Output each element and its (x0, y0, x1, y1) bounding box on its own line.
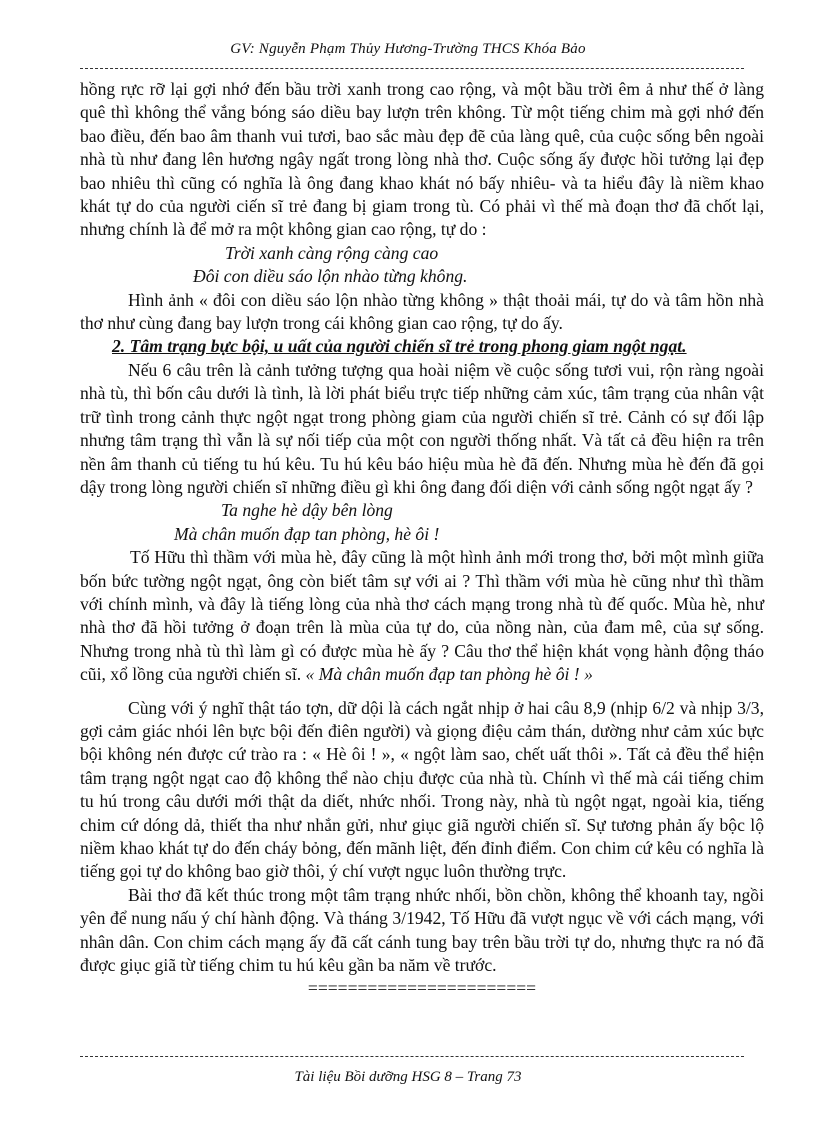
inline-quote: « Mà chân muốn đạp tan phòng hè ôi ! » (305, 664, 593, 685)
verse-line: Ta nghe hè dậy bên lòng (221, 500, 393, 521)
footer-rule (80, 1056, 744, 1057)
paragraph: Cùng với ý nghĩ thật táo tợn, dữ dội là cách ngắt nhịp ở hai câu 8,9 (nhịp 6/2 và nhịp 3/3, gợi cảm giác nhói lên bực bội đến điên người) và giọng điệu cảm thán, dường như cảm xúc bực bội không nén được cứ trào ra : « Hè ôi ! », « ngột làm sao, chết uất thôi ». Tất cả đều thể hiện tâm trạng ngột ngạt cao độ không thể nào chịu được của nhà tù. Chính vì thế mà cái tiếng chim tu hú trong câu dưới mới thật da diết, nhức nhối. Trong này, nhà tù ngột ngạt, ngoài kia, tiếng chim cứ dóng dả, thiết tha như nhắn gửi, như giục giã người chiến sĩ. Sự tương phản ấy bộc lộ niềm khao khát tự do đến cháy bỏng, đến mãnh liệt, đến đỉnh điểm. Con chim cứ kêu có nghĩa là tiếng gọi tự do không bao giờ thôi, ý chí vượt ngục luôn thường trực. (80, 697, 764, 882)
paragraph (80, 546, 764, 686)
page-footer: Tài liệu Bồi dưỡng HSG 8 – Trang 73 (294, 1069, 522, 1085)
verse-line: Đôi con diều sáo lộn nhào từng không. (193, 266, 468, 287)
separator: ======================= (307, 978, 537, 999)
header-rule (80, 68, 744, 69)
document-body (80, 78, 764, 1001)
verse-line: Trời xanh càng rộng càng cao (225, 242, 439, 263)
section-heading: 2. Tâm trạng bực bội, u uất của người chiến sĩ trẻ trong phong giam ngột ngạt. (112, 336, 687, 357)
paragraph: hồng rực rỡ lại gợi nhớ đến bầu trời xanh trong cao rộng, và một bầu trời êm ả như thế ở làng quê thì không thể vắng bóng sáo diều bay lượn trên không. Từ một tiếng chim mà gợi nhớ đến bao điều, đến bao âm thanh vui tươi, bao sắc màu đẹp đẽ của làng quê, của cuộc sống bên ngoài nhà tù như đang lên hương ngây ngất trong lòng nhà thơ. Cuộc sống ấy được hồi tưởng lại đẹp bao nhiêu thì cũng có nghĩa là ông đang khao khát nó bấy nhiêu- và ta hiểu đây là niềm khao khát tự do của người ciến sĩ trẻ đang bị giam trong tù. Có phải vì thế mà đoạn thơ đã chốt lại, nhưng chính là để mở ra một không gian cao rộng, tự do : (80, 79, 764, 240)
paragraph: Nếu 6 câu trên là cảnh tưởng tượng qua hoài niệm về cuộc sống tươi vui, rộn ràng ngoài nhà tù, thì bốn câu dưới là tình, là lời phát biểu trực tiếp những cảm xúc, tâm trạng của nhân vật trữ tình trong cảnh thực ngột ngạt trong phòng giam của người chiến sĩ trẻ. Cảnh có sự đối lập nhưng tâm trạng thì vẫn là sự nối tiếp của một con người thống nhất. Và tất cả đều hiện ra trên nền âm thanh củ tiếng tu hú kêu. Tu hú kêu báo hiệu mùa hè đã đến. Nhưng mùa hè đến đã gọi dậy trong lòng người chiến sĩ những điều gì khi ông đang đối diện với cảnh sống ngột ngạt ấy ? (80, 359, 764, 497)
paragraph: Hình ảnh « đôi con diều sáo lộn nhào từng không » thật thoải mái, tự do và tâm hồn nhà thơ như cùng đang bay lượn trong cái không gian cao rộng, tự do ấy. (80, 289, 764, 334)
paragraph-text: Tố Hữu thì thầm với mùa hè, đây cũng là một hình ảnh mới trong thơ, bởi một mình giữa bốn bức tường ngột ngạt, ông còn biết tâm sự với ai ? Thì thầm với mùa hè cũng như thì thầm với chính mình, và đây là tiếng lòng của nhà thơ cách mạng trong nhà tù đế quốc. Mùa hè, như nhà thơ đã hồi tưởng ở đoạn trên là mùa của tự do, của nồng nàn, của đam mê, của sự sống. Nhưng trong nhà tù thì làm gì có được mùa hè ấy ? Câu thơ thể hiện khát vọng hành động tháo cũi, xổ lồng của người chiến sĩ. (80, 547, 764, 685)
verse-line: Mà chân muốn đạp tan phòng, hè ôi ! (174, 523, 440, 544)
page-header: GV: Nguyễn Phạm Thủy Hương-Trường THCS Khóa Bảo (230, 41, 586, 57)
paragraph: Bài thơ đã kết thúc trong một tâm trạng nhức nhối, bồn chồn, không thể khoanh tay, ngồi yên để nung nấu ý chí hành động. Và tháng 3/1942, Tố Hữu đã vượt ngục về với cách mạng, với nhân dân. Con chim cách mạng ấy đã cất cánh tung bay trên bầu trời tự do, nhưng thực ra nó đã được giục giã từ tiếng chim tu hú kêu gần ba năm về trước. (80, 884, 764, 976)
